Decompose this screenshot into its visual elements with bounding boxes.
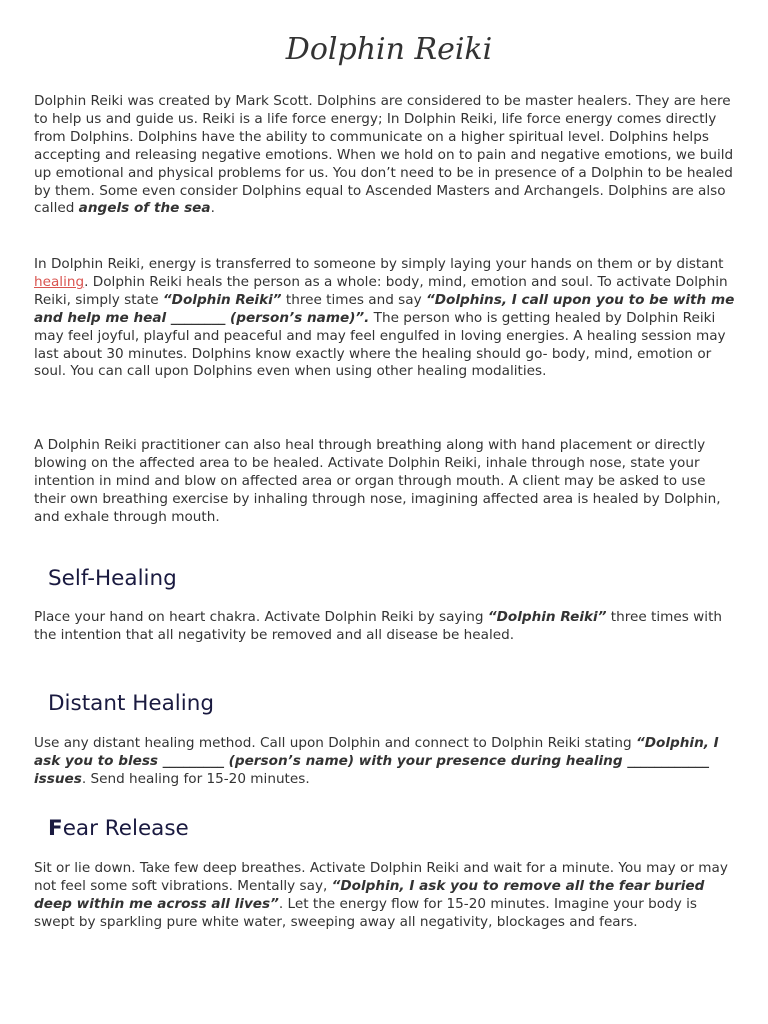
distant-healing-emphasis: “Dolphin, I ask you to bless _________ (person’s name) with your presence during healing ____________ issues [34, 735, 719, 787]
fear-release-text-b: . Let the energy flow for 15-20 minutes. Imagine your body is swept by sparkling pure white water, sweeping away all negativity, blockages and fears. [34, 895, 697, 930]
intro-p2-text-b: . Dolphin Reiki heals the person as a whole: body, mind, emotion and soul. To activate Dolphin Reiki, simply state [34, 273, 728, 308]
intro-paragraph-2 [34, 256, 740, 381]
healing-link[interactable]: healing [34, 273, 85, 290]
self-healing-heading: Self-Healing [48, 566, 177, 591]
fear-release-heading-initial: F [48, 816, 63, 841]
intro-p1-emphasis: angels of the sea [78, 200, 211, 217]
fear-release-emphasis: “Dolphin, I ask you to remove all the fear buried deep within me across all lives” [34, 877, 705, 912]
fear-release-paragraph [34, 860, 740, 932]
intro-p2-text-d: The person who is getting healed by Dolphin Reiki may feel joyful, playful and peaceful and may feel engulfed in loving energies. A healing session may last about 30 minutes. Dolphins know exactly where the healing should go- body, mind, emotion or soul. You can call upon Dolphins even when using other healing modalities. [34, 309, 726, 380]
self-healing-emphasis: “Dolphin Reiki” [487, 609, 607, 625]
page-title: Dolphin Reiki [285, 32, 493, 67]
distant-healing-paragraph [34, 735, 740, 789]
intro-p2-emphasis-1: “Dolphin Reiki” [162, 291, 282, 308]
distant-healing-text-b: . Send healing for 15-20 minutes. [81, 770, 310, 787]
self-healing-paragraph [34, 609, 740, 645]
intro-p2-text-c: three times and say [281, 291, 426, 308]
intro-p1-text: Dolphin Reiki was created by Mark Scott. Dolphins are considered to be master healers. They are here to help us and guide us. Reiki is a life force energy; In Dolphin Reiki, life force energy comes directly from Dolphins. Dolphins have the ability to communicate on a higher spiritual level. Dolphins helps accepting and releasing negative emotions. When we hold on to pain and negative emotions, we build up emotional and physical problems for us. You don’t need to be in presence of a Dolphin to be healed by them. Some even consider Dolphins equal to Ascended Masters and Archangels. Dolphins are also called [34, 93, 734, 217]
intro-p2-text-a: In Dolphin Reiki, energy is transferred to someone by simply laying your hands on them or by distant [34, 256, 724, 272]
fear-release-heading [48, 815, 189, 843]
self-healing-text-b: three times with the intention that all negativity be removed and all disease be healed. [34, 609, 723, 643]
distant-healing-text-a: Use any distant healing method. Call upon Dolphin and connect to Dolphin Reiki stating [34, 735, 636, 751]
fear-release-heading-rest: ear Release [62, 816, 189, 841]
intro-paragraph-3: A Dolphin Reiki practitioner can also heal through breathing along with hand placement or directly blowing on the affected area to be healed. Activate Dolphin Reiki, inhale through nose, state your intention in mind and blow on affected area or organ through mouth. A client may be asked to use their own breathing exercise by inhaling through nose, imagining affected area is healed by Dolphin, and exhale through mouth. [34, 437, 721, 525]
fear-release-text-a: Sit or lie down. Take few deep breathes. Activate Dolphin Reiki and wait for a minute. You may or may not feel some soft vibrations. Mentally say, [34, 860, 728, 894]
self-healing-text-a: Place your hand on heart chakra. Activate Dolphin Reiki by saying [34, 609, 488, 625]
intro-p2-emphasis-2: “Dolphins, I call upon you to be with me and help me heal ________ (person’s name)”. [34, 291, 735, 326]
intro-p1-end: . [210, 200, 215, 217]
intro-paragraph-1 [34, 93, 740, 218]
distant-healing-heading: Distant Healing [48, 691, 215, 716]
